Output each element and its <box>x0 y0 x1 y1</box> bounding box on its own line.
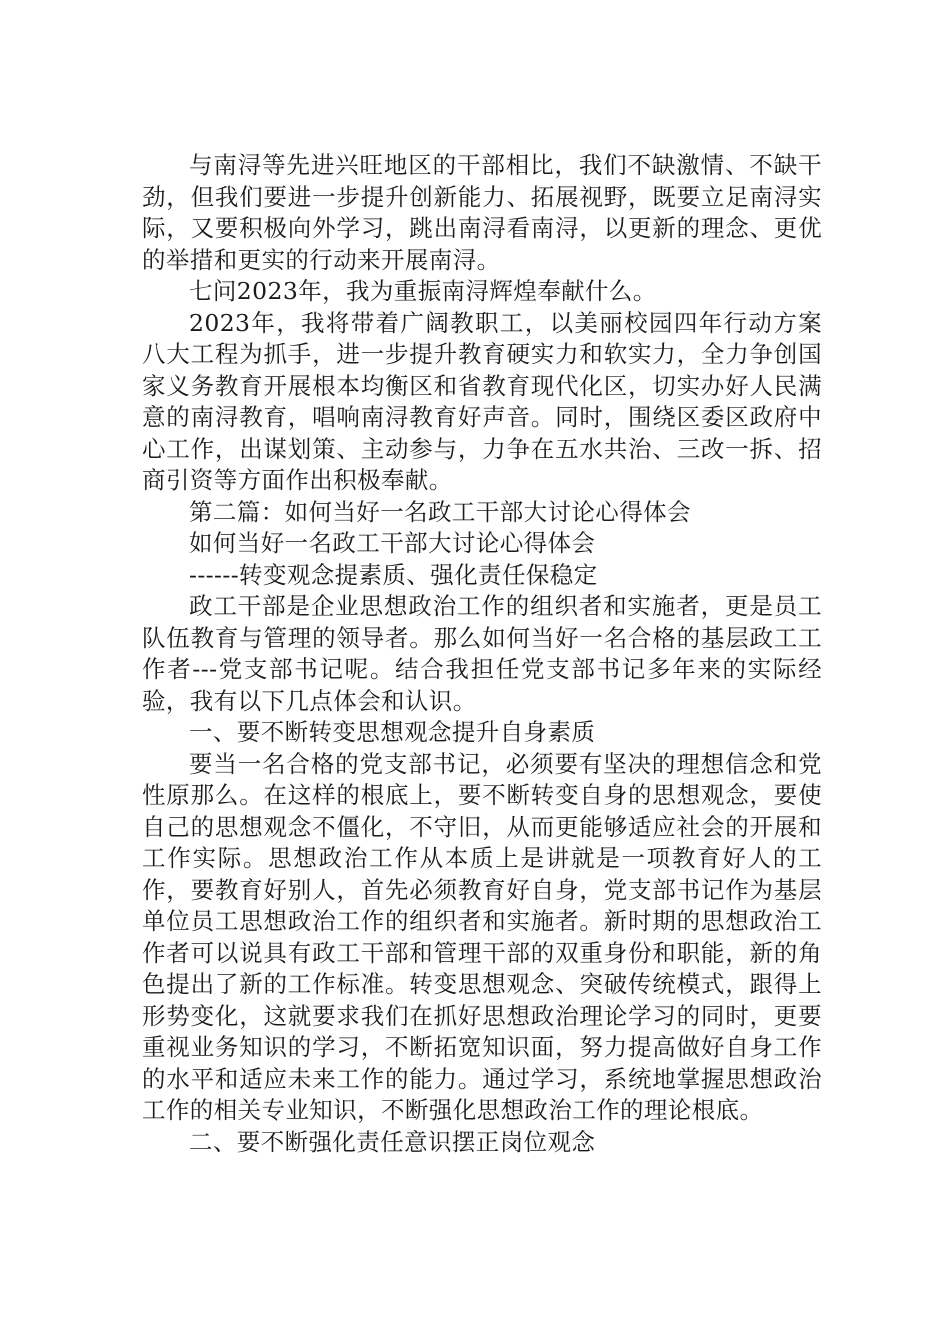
paragraph-nanxun-comparison: 与南浔等先进兴旺地区的干部相比，我们不缺激情、不缺干劲，但我们要进一步提升创新能力、拓展视野，既要立足南浔实际，又要积极向外学习，跳出南浔看南浔，以更新的理念、更优的举措和更实的行动来开展南浔。 <box>142 151 822 274</box>
paragraph-intro: 政工干部是企业思想政治工作的组织者和实施者，更是员工队伍教育与管理的领导者。那么如何当好一名合格的基层政工工作者---党支部书记呢。结合我担任党支部书记多年来的实际经验，我有以下几点体会和认识。 <box>142 592 822 715</box>
heading-point-two: 二、要不断强化责任意识摆正岗位观念 <box>189 1127 596 1156</box>
article-title: 如何当好一名政工干部大讨论心得体会 <box>189 529 596 557</box>
paragraph-point-one-body: 要当一名合格的党支部书记，必须要有坚决的理想信念和党性原那么。在这样的根底上，要不断转变自身的思想观念，要使自己的思想观念不僵化，不守旧，从而更能够适应社会的开展和工作实际。思想政治工作从本质上是讲就是一项教育好人的工作，要教育好别人，首先必须教育好自身，党支部书记作为基层单位员工思想政治工作的组织者和实施者。新时期的思想政治工作者可以说具有政工干部和管理干部的双重身份和职能，新的角色提出了新的工作标准。转变思想观念、突破传统模式，跟得上形势变化，这就要求我们在抓好思想政治理论学习的同时，更要重视业务知识的学习，不断拓宽知识面，努力提高做好自身工作的水平和适应未来工作的能力。通过学习，系统地掌握思想政治工作的相关专业知识，不断强化思想政治工作的理论根底。 <box>142 749 822 1124</box>
section-title-part-two: 第二篇：如何当好一名政工干部大讨论心得体会 <box>189 497 691 526</box>
document-body <box>142 150 822 1158</box>
article-subtitle: ------转变观念提素质、强化责任保稳定 <box>189 560 598 589</box>
paragraph-2023-plan: 2023年，我将带着广阔教职工，以美丽校园四年行动方案八大工程为抓手，进一步提升教育硬实力和软实力，全力争创国家义务教育开展根本均衡区和省教育现代化区，切实办好人民满意的南浔教育，唱响南浔教育好声音。同时，围绕区委区政府中心工作，出谋划策、主动参与，力争在五水共治、三改一拆、招商引资等方面作出积极奉献。 <box>142 308 822 494</box>
paragraph-question-seven: 七问2023年，我为重振南浔辉煌奉献什么。 <box>189 277 657 305</box>
heading-point-one: 一、要不断转变思想观念提升自身素质 <box>189 718 596 746</box>
